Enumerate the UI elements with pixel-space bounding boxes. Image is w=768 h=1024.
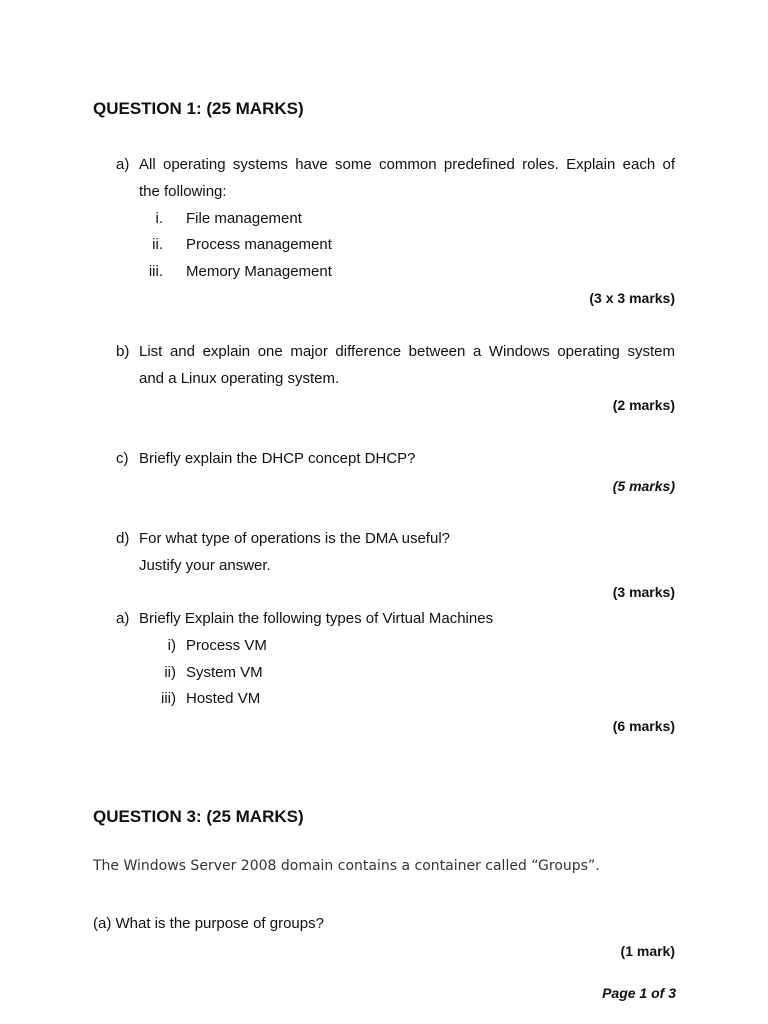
part-c-marks: (5 marks) — [612, 478, 675, 494]
part-a-item-2-num: ii. — [152, 236, 163, 253]
question-1-title: QUESTION 1: (25 MARKS) — [93, 99, 304, 118]
part-b-label: b) — [116, 343, 130, 360]
part-d-line2: Justify your answer. — [139, 557, 271, 574]
part-e-item-1-text: Process VM — [186, 637, 267, 654]
part-a-line1: All operating systems have some common predefined roles. Explain each of — [139, 156, 675, 173]
question-3-part-a: (a) What is the purpose of groups? — [93, 915, 324, 932]
part-a-item-1-num: i. — [155, 210, 163, 227]
question-3-part-a-marks: (1 mark) — [620, 943, 675, 959]
part-a-item-3-text: Memory Management — [186, 263, 332, 280]
part-b-line2: and a Linux operating system. — [139, 370, 340, 387]
part-e-item-3-num: iii) — [161, 690, 176, 707]
question-3-intro: The Windows Server 2008 domain contains a container called “Groups”. — [93, 858, 600, 874]
part-e-marks: (6 marks) — [612, 718, 675, 734]
part-b-line1: List and explain one major difference between a Windows operating system — [139, 343, 675, 360]
part-e-line1: Briefly Explain the following types of Virtual Machines — [139, 610, 494, 627]
part-d-marks: (3 marks) — [612, 584, 675, 600]
part-a-item-3-num: iii. — [148, 263, 163, 280]
part-a-label: a) — [116, 156, 130, 173]
part-e-label: a) — [116, 610, 130, 627]
part-e-item-2-num: ii) — [164, 664, 176, 681]
part-e-item-2-text: System VM — [186, 664, 263, 681]
part-a-item-1-text: File management — [186, 210, 302, 227]
part-c-label: c) — [116, 450, 129, 467]
part-c-line1: Briefly explain the DHCP concept DHCP? — [139, 450, 416, 467]
part-e-item-3-text: Hosted VM — [186, 690, 261, 707]
page-number: Page 1 of 3 — [602, 985, 676, 1001]
part-d-line1: For what type of operations is the DMA useful? — [139, 530, 450, 547]
part-a-line2: the following: — [139, 183, 227, 200]
part-a-item-2-text: Process management — [186, 236, 332, 253]
part-d-label: d) — [116, 530, 130, 547]
part-e-item-1-num: i) — [167, 637, 176, 654]
part-a-marks: (3 x 3 marks) — [589, 290, 675, 306]
question-3-title: QUESTION 3: (25 MARKS) — [93, 807, 304, 826]
part-b-marks: (2 marks) — [612, 397, 675, 413]
